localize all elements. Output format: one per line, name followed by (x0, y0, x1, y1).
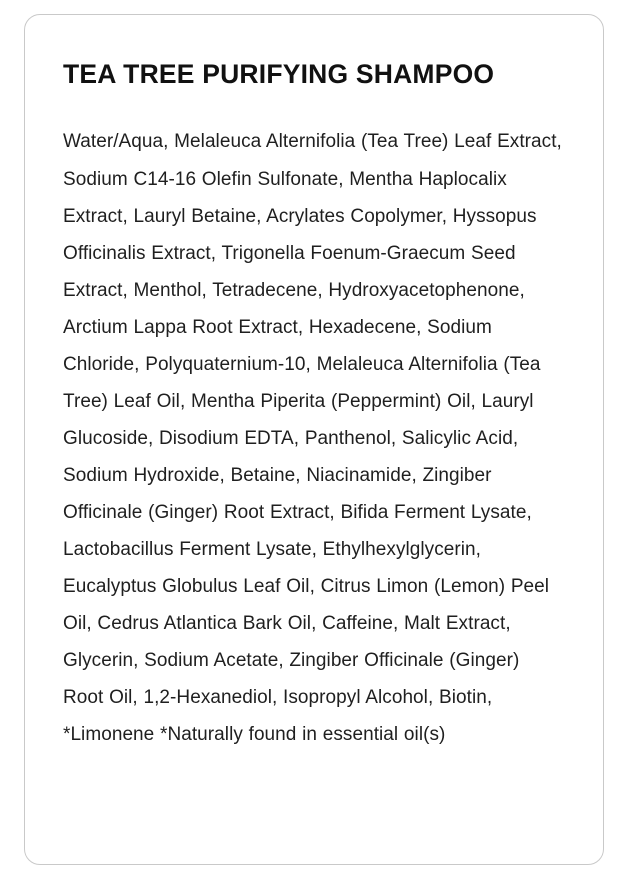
page-title: TEA TREE PURIFYING SHAMPOO (63, 59, 495, 89)
ingredients-list: Water/Aqua, Melaleuca Alternifolia (Tea Tree) Leaf Extract, Sodium C14-16 Olefin Sulfonate, Mentha Haplocalix Extract, Lauryl Betaine, Acrylates Copolymer, Hyssopus Officinalis Extract, Trigonella Foenum-Graecum Seed Extract, Menthol, Tetradecene, Hydroxyacetophenone, Arctium Lappa Root Extract, Hexadecene, Sodium Chloride, Polyquaternium-10, Melaleuca Alternifolia (Tea Tree) Leaf Oil, Mentha Piperita (Peppermint) Oil, Lauryl Glucoside, Disodium EDTA, Panthenol, Salicylic Acid, Sodium Hydroxide, Betaine, Niacinamide, Zingiber Officinale (Ginger) Root Extract, Bifida Ferment Lysate, Lactobacillus Ferment Lysate, Ethylhexylglycerin, Eucalyptus Globulus Leaf Oil, Citrus Limon (Lemon) Peel Oil, Cedrus Atlantica Bark Oil, Caffeine, Malt Extract, Glycerin, Sodium Acetate, Zingiber Officinale (Ginger) Root Oil, 1,2-Hexanediol, Isopropyl Alcohol, Biotin, *Limonene *Naturally found in essential oil(s) (63, 131, 562, 746)
ingredient-label-card (24, 14, 604, 865)
